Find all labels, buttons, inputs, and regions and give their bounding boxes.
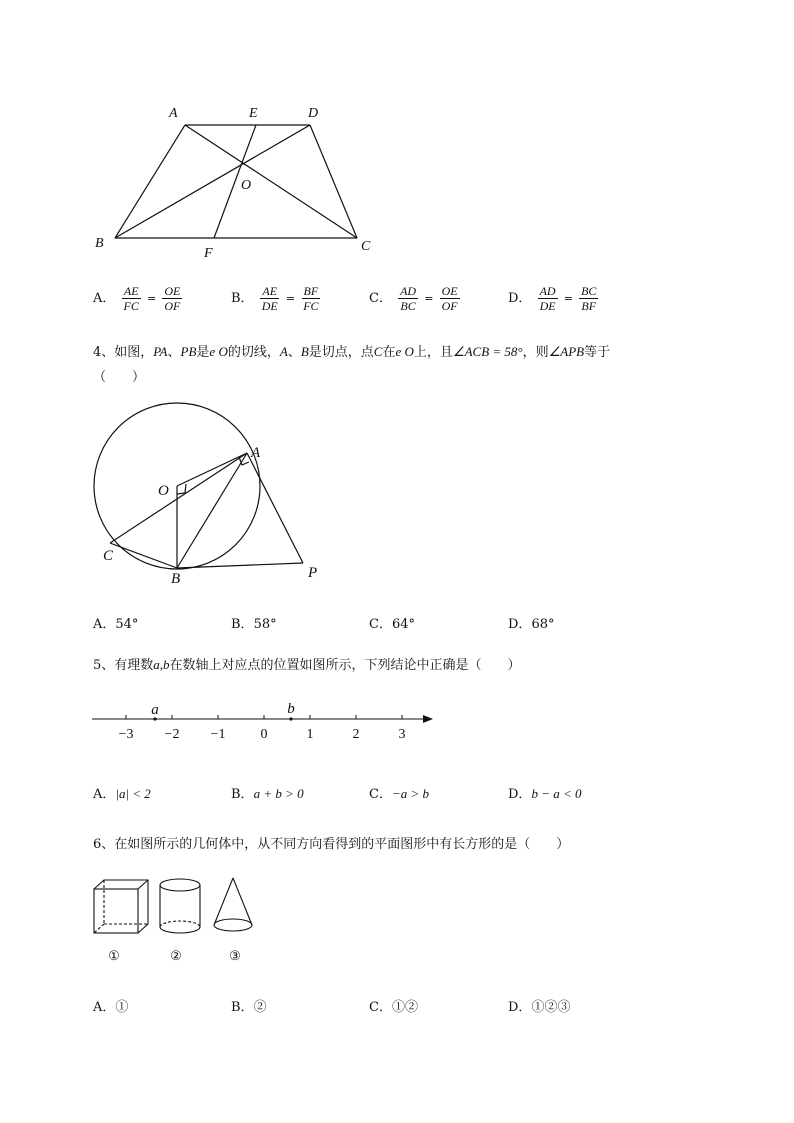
- q4-option-d[interactable]: D．68°: [508, 617, 555, 632]
- diagonal-ac: [185, 125, 357, 238]
- q5-stem: 5、有理数a,b在数轴上对应点的位置如图所示，下列结论中正确是（ ）: [93, 657, 521, 673]
- segment-cb: [110, 543, 177, 568]
- q6-option-d[interactable]: D．①②③: [508, 1000, 571, 1015]
- q5-option-c[interactable]: C．−a > b: [369, 786, 429, 802]
- shape-label-3: ③: [229, 948, 241, 963]
- label-e: E: [249, 106, 258, 121]
- q5-option-b[interactable]: B．a + b > 0: [231, 786, 304, 802]
- cone-shape: [214, 878, 252, 931]
- q3-option-b[interactable]: B． $\frac{AE}{DE}$ = $\frac{BF}{FC}$: [231, 284, 319, 313]
- label-a: A: [169, 106, 178, 121]
- point-b: [289, 717, 292, 720]
- q6-option-b[interactable]: B．②: [231, 1000, 267, 1015]
- q3-option-a[interactable]: A． $\frac{AE}{FC}$ = $\frac{OE}{OF}$: [93, 284, 181, 313]
- label-b: B: [95, 236, 104, 251]
- q3-option-c[interactable]: C． $\frac{AD}{BC}$ = $\frac{OE}{OF}$: [369, 284, 458, 313]
- label-b: B: [171, 571, 181, 587]
- segment-ca: [110, 453, 247, 543]
- tick-label: 3: [398, 727, 406, 742]
- tangent-pa: [247, 453, 303, 563]
- q5-option-d[interactable]: D．b − a < 0: [508, 786, 582, 802]
- q5-option-a[interactable]: A．|a| < 2: [93, 786, 151, 802]
- segment-dc: [310, 125, 357, 238]
- diagonal-bd: [115, 125, 310, 238]
- tick-label: −1: [210, 727, 226, 742]
- cube-shape: [94, 880, 148, 933]
- label-o: O: [241, 178, 252, 193]
- label-d: D: [308, 106, 319, 121]
- tick-label: 0: [260, 727, 268, 742]
- arrow-head-icon: [423, 715, 433, 723]
- tangent-pb: [177, 563, 303, 568]
- q3-option-d[interactable]: D． $\frac{AD}{DE}$ = $\frac{BC}{BF}$: [508, 284, 597, 313]
- label-c: C: [103, 548, 114, 564]
- label-f: F: [204, 246, 213, 261]
- q4-option-a[interactable]: A．54°: [93, 617, 139, 632]
- q4-stem: 4、如图，PA、PB是e O的切线，A、B是切点，点C在e O上，且∠ACB = 58°，则∠APB等于: [93, 344, 611, 360]
- label-o: O: [158, 483, 169, 499]
- label-p: P: [308, 565, 318, 581]
- q6-stem: 6、在如图所示的几何体中，从不同方向看得到的平面图形中有长方形的是（ ）: [93, 837, 570, 852]
- q6-option-a[interactable]: A．①: [93, 1000, 129, 1015]
- point-b-label: b: [287, 701, 295, 717]
- tick-label: 2: [352, 727, 360, 742]
- segment-ab: [115, 125, 185, 238]
- q6-option-c[interactable]: C．①②: [369, 1000, 418, 1015]
- q4-answer-paren: （ ）: [93, 370, 146, 385]
- cylinder-shape: [160, 879, 200, 933]
- shape-label-2: ②: [170, 948, 182, 963]
- segment-ab: [177, 453, 247, 568]
- trapezoid-figure: [85, 95, 385, 265]
- tick-label: −3: [118, 727, 134, 742]
- q4-option-b[interactable]: B．58°: [231, 617, 277, 632]
- label-c: C: [361, 239, 371, 254]
- shape-label-1: ①: [108, 948, 120, 963]
- label-a: A: [251, 445, 261, 461]
- tick-label: 1: [306, 727, 314, 742]
- number-line: [88, 695, 440, 745]
- tick-label: −2: [164, 727, 180, 742]
- point-a-label: a: [151, 702, 159, 718]
- q4-option-c[interactable]: C．64°: [369, 617, 415, 632]
- solids-figure: [88, 872, 258, 967]
- circle-tangent-figure: [85, 398, 335, 590]
